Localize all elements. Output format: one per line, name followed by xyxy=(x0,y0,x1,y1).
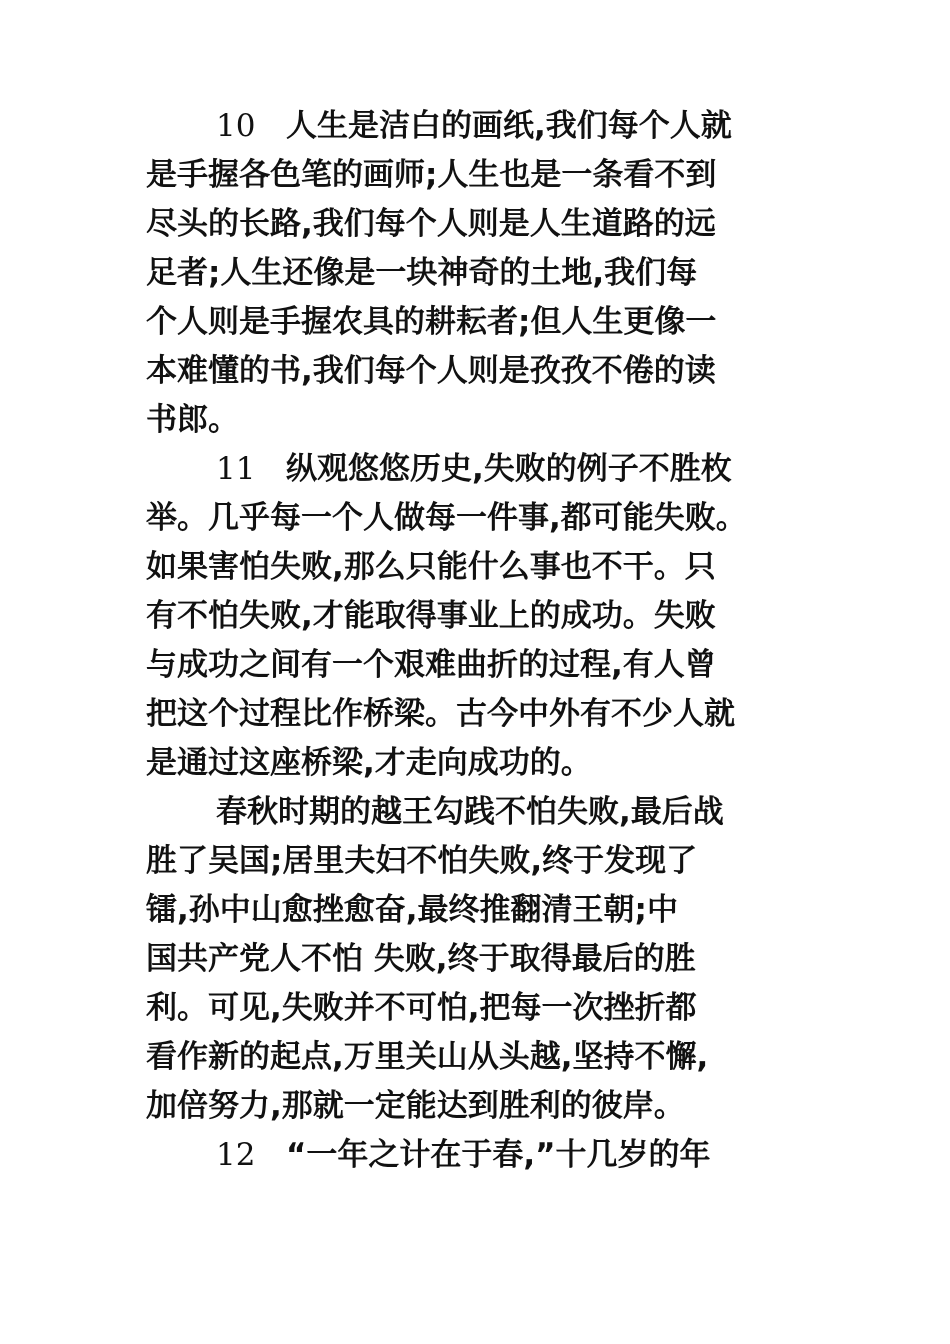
paragraph-number: 11 xyxy=(216,451,256,487)
text-line: 加倍努力,那就一定能达到胜利的彼岸。 xyxy=(146,1088,685,1124)
text-line: 12 “一年之计在于春,”十几岁的年 xyxy=(146,1131,846,1180)
text-line: 本难懂的书,我们每个人则是孜孜不倦的读 xyxy=(146,353,716,389)
text-line: 如果害怕失败,那么只能什么事也不干。只 xyxy=(146,549,716,585)
text-line: 有不怕失败,才能取得事业上的成功。失败 xyxy=(146,598,716,634)
document-body xyxy=(146,102,846,1180)
text-line: 尽头的长路,我们每个人则是人生道路的远 xyxy=(146,206,716,242)
text-line: 是手握各色笔的画师;人生也是一条看不到 xyxy=(146,157,717,193)
text-line: 举。几乎每一个人做每一件事,都可能失败。 xyxy=(146,500,747,536)
text-line: 个人则是手握农具的耕耘者;但人生更像一 xyxy=(146,304,717,340)
text-line: 11 纵观悠悠历史,失败的例子不胜枚 xyxy=(146,445,846,494)
text-line: 春秋时期的越王勾践不怕失败,最后战 xyxy=(216,794,724,830)
text-line: 书郎。 xyxy=(146,402,239,438)
text-line: 胜了吴国;居里夫妇不怕失败,终于发现了 xyxy=(146,843,698,879)
paragraph-number: 10 xyxy=(216,108,256,144)
text-line: 把这个过程比作桥梁。古今中外有不少人就 xyxy=(146,696,735,732)
text-line: 足者;人生还像是一块神奇的土地,我们每 xyxy=(146,255,698,291)
paragraph-number: 12 xyxy=(216,1137,256,1173)
text-line: 是通过这座桥梁,才走向成功的。 xyxy=(146,745,592,781)
paragraph-10 xyxy=(146,102,846,445)
paragraph-11 xyxy=(146,445,846,788)
text-line: 与成功之间有一个艰难曲折的过程,有人曾 xyxy=(146,647,716,683)
text-line: 看作新的起点,万里关山从头越,坚持不懈, xyxy=(146,1039,709,1075)
paragraph-12 xyxy=(146,1131,846,1180)
text-line: 国共产党人不怕 失败,终于取得最后的胜 xyxy=(146,941,696,977)
text-line: 利。可见,失败并不可怕,把每一次挫折都 xyxy=(146,990,697,1026)
text-line: 10 人生是洁白的画纸,我们每个人就 xyxy=(146,102,846,151)
paragraph-examples xyxy=(146,788,846,1131)
text-line: 镭,孙中山愈挫愈奋,最终推翻清王朝;中 xyxy=(146,892,678,928)
